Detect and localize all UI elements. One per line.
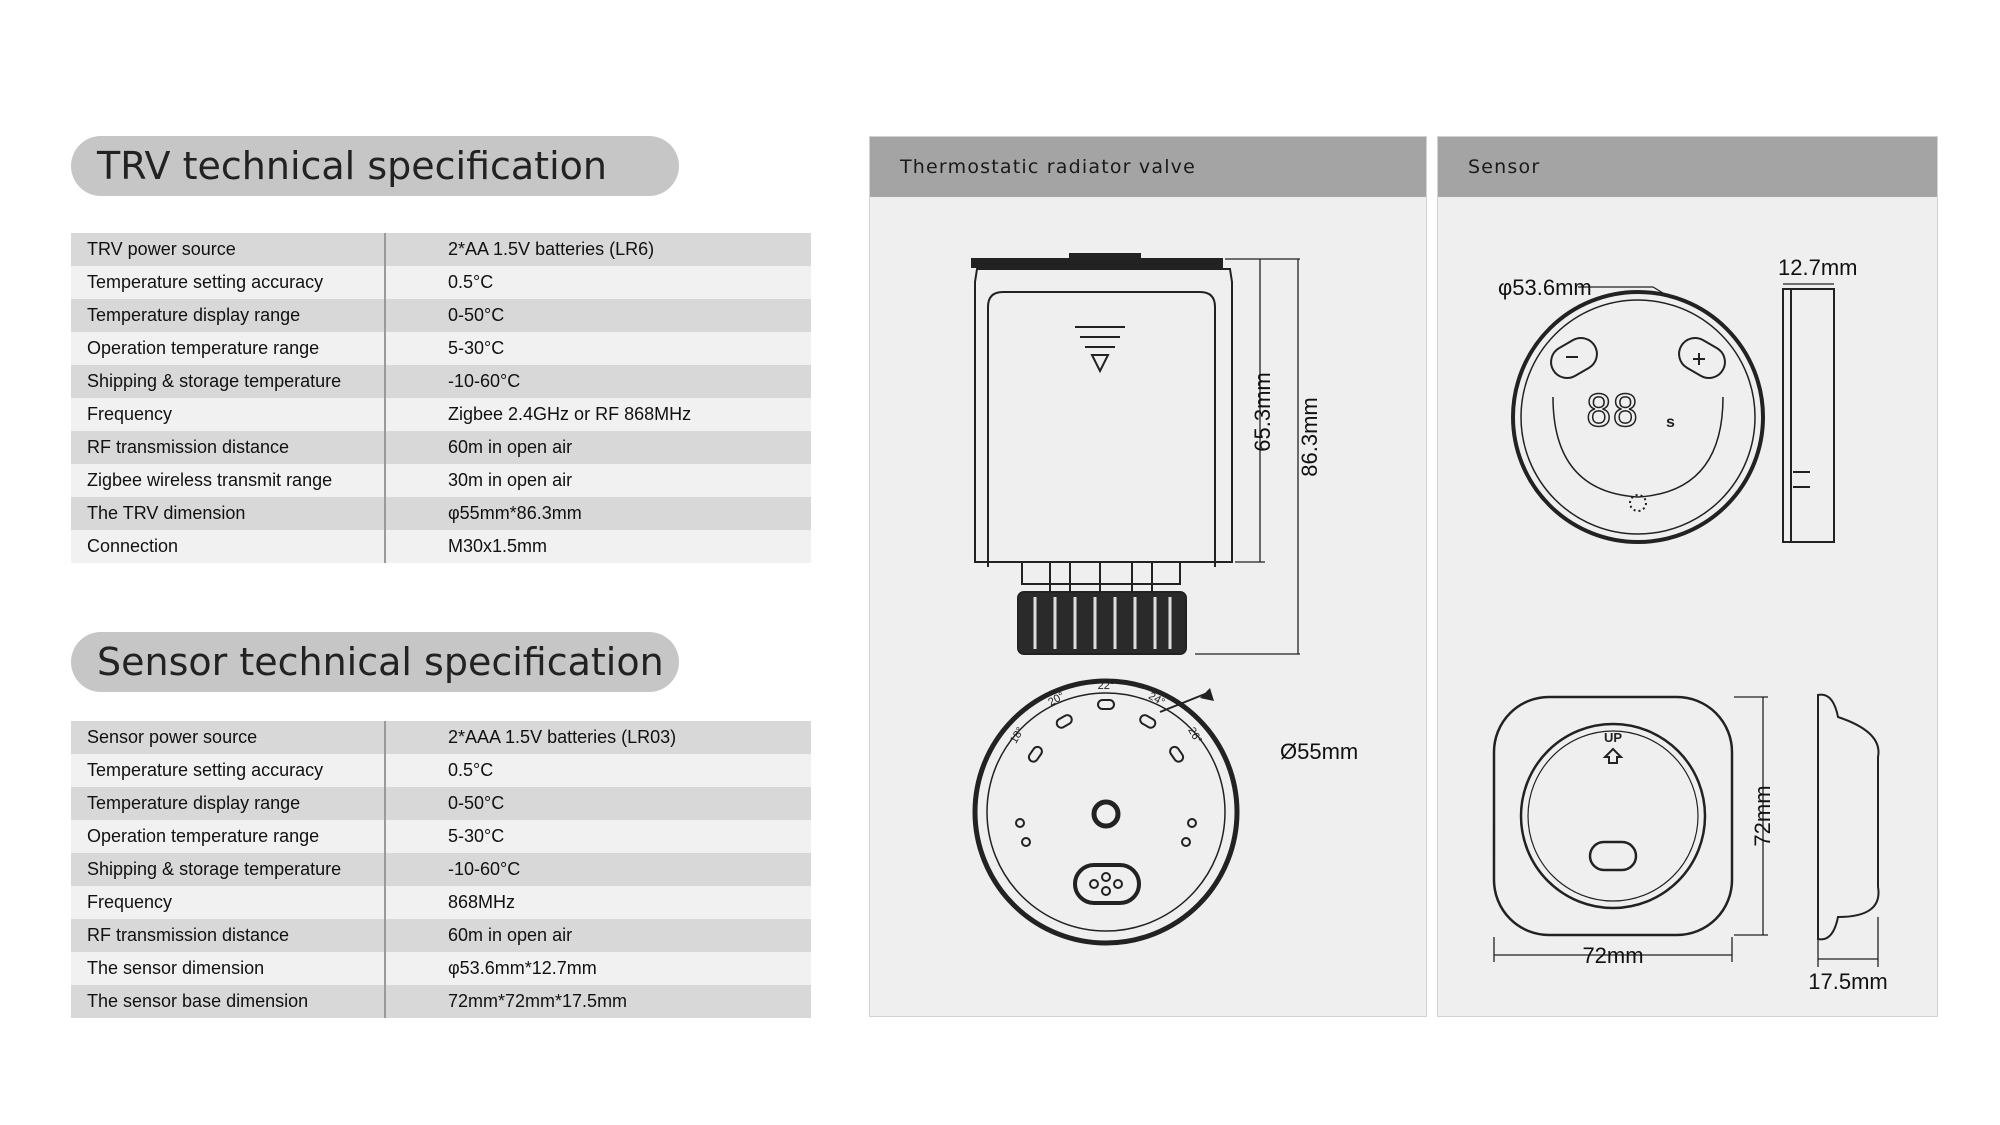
sensor-display-digits: 88 [1585,386,1639,437]
trv-drawing-panel [869,136,1427,1017]
dial-mark-18: 18° [1008,725,1027,746]
spec-label: Frequency [71,886,386,919]
spec-row [71,233,811,266]
spec-value: -10-60°C [448,859,521,879]
trv-dim-inner-height: 65.3mm [1250,372,1275,452]
spec-label: The sensor dimension [71,952,386,985]
sensor-spec-table [71,721,811,1018]
spec-row [71,853,811,886]
trv-dim-diameter: Ø55mm [1280,739,1359,764]
trv-drawing [870,197,1426,1016]
trv-dim-total-height: 86.3mm [1297,397,1322,477]
spec-row [71,497,811,530]
spec-row [71,886,811,919]
spec-row [71,431,811,464]
spec-value: 72mm*72mm*17.5mm [448,991,628,1011]
spec-label: Sensor power source [71,721,386,754]
base-dim-width: 72mm [1582,943,1644,968]
spec-label: Temperature display range [71,299,386,332]
spec-row [71,299,811,332]
spec-label: Zigbee wireless transmit range [71,464,386,497]
spec-label: RF transmission distance [71,919,386,952]
spec-label: Operation temperature range [71,820,386,853]
spec-label: Temperature setting accuracy [71,754,386,787]
spec-row [71,787,811,820]
spec-value: 0-50°C [448,305,505,325]
spec-label: Temperature setting accuracy [71,266,386,299]
trv-spec-heading: TRV technical specification [71,136,679,196]
spec-label: Shipping & storage temperature [71,365,386,398]
spec-value: 2*AAA 1.5V batteries (LR03) [448,727,677,747]
dial-mark-22: 22° [1097,680,1115,692]
sensor-drawing [1438,197,1937,1016]
dial-mark-26: 26° [1185,725,1204,746]
spec-row [71,365,811,398]
spec-value: 868MHz [448,892,516,912]
spec-value: 0-50°C [448,793,505,813]
base-up-label: UP [1603,730,1623,745]
spec-row [71,530,811,563]
trv-spec-table [71,233,811,563]
spec-row [71,985,811,1018]
spec-value: φ55mm*86.3mm [448,503,582,523]
spec-row [71,266,811,299]
spec-value: 2*AA 1.5V batteries (LR6) [448,239,655,259]
sensor-spec-heading: Sensor technical specification [71,632,679,692]
spec-label: RF transmission distance [71,431,386,464]
spec-row [71,398,811,431]
spec-row [71,919,811,952]
spec-value: Zigbee 2.4GHz or RF 868MHz [448,404,692,424]
spec-label: Temperature display range [71,787,386,820]
spec-label: Shipping & storage temperature [71,853,386,886]
spec-label: Frequency [71,398,386,431]
spec-row [71,820,811,853]
spec-value: M30x1.5mm [448,536,548,556]
base-dim-depth: 17.5mm [1808,969,1888,994]
sensor-display-unit: s [1666,414,1675,431]
spec-label: TRV power source [71,233,386,266]
spec-label: Connection [71,530,386,563]
spec-value: 0.5°C [448,760,494,780]
spec-label: Operation temperature range [71,332,386,365]
spec-row [71,721,811,754]
spec-value: 60m in open air [448,437,573,457]
dial-mark-20: 20° [1046,690,1067,709]
spec-value: 5-30°C [448,338,505,358]
spec-value: 0.5°C [448,272,494,292]
spec-value: 5-30°C [448,826,505,846]
spec-value: 60m in open air [448,925,573,945]
spec-value: -10-60°C [448,371,521,391]
spec-value: φ53.6mm*12.7mm [448,958,597,978]
sensor-dim-diameter: φ53.6mm [1498,275,1592,300]
spec-label: The TRV dimension [71,497,386,530]
spec-row [71,754,811,787]
sensor-drawing-panel [1437,136,1938,1017]
dial-mark-24: 24° [1146,690,1167,709]
sensor-dim-thickness: 12.7mm [1778,255,1858,280]
sensor-panel-title: Sensor [1438,137,1937,197]
trv-panel-title: Thermostatic radiator valve [870,137,1426,197]
spec-row [71,952,811,985]
base-dim-height: 72mm [1750,785,1775,847]
spec-row [71,332,811,365]
spec-row [71,464,811,497]
spec-label: The sensor base dimension [71,985,386,1018]
spec-value: 30m in open air [448,470,573,490]
